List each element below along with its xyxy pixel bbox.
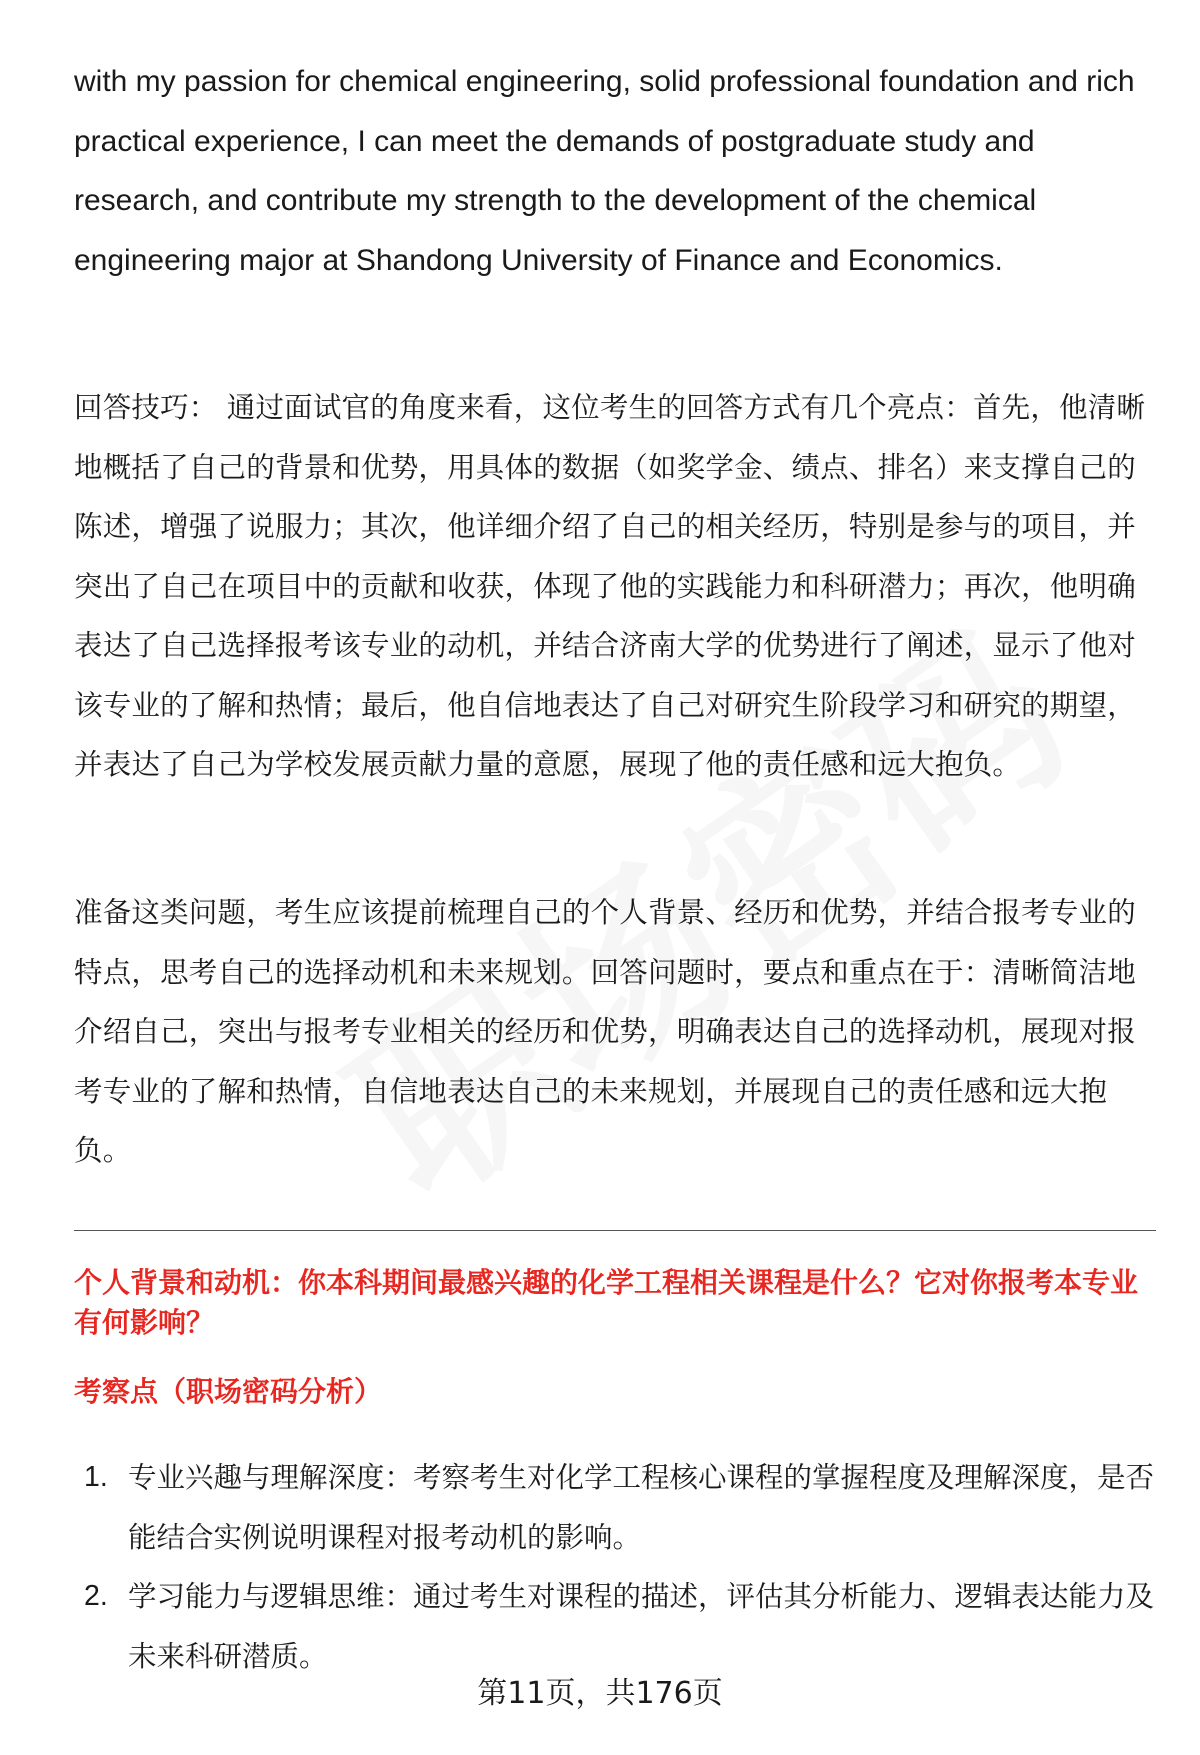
page-footer: 第11页，共176页 [477,1676,723,1711]
preparation-advice-paragraph: 准备这类问题，考生应该提前梳理自己的个人背景、经历和优势，并结合报考专业的特点，思考自己的选择动机和未来规划。回答问题时，要点和重点在于：清晰简洁地介绍自己，突出与报考专业相关的经历和优势，明确表达自己的选择动机，展现对报考专业的了解和热情，自信地表达自己的未来规划，并展现自己的责任感和远大抱负。 [74,896,1136,1167]
list-item [74,1448,1156,1567]
interview-question-heading: 个人背景和动机：你本科期间最感兴趣的化学工程相关课程是什么？它对你报考本专业有何影响？ [74,1266,1139,1339]
assessment-points-list [74,1448,1156,1686]
section-divider [74,1230,1156,1231]
list-item-number: 2. [84,1580,108,1612]
list-item-text: 学习能力与逻辑思维：通过考生对课程的描述，评估其分析能力、逻辑表达能力及未来科研潜质。 [128,1580,1155,1673]
list-item-number: 1. [84,1461,108,1493]
list-item-text: 专业兴趣与理解深度：考察考生对化学工程核心课程的掌握程度及理解深度，是否能结合实例说明课程对报考动机的影响。 [128,1461,1155,1554]
assessment-points-heading: 考察点（职场密码分析） [74,1375,383,1408]
answer-tips-paragraph: 回答技巧： 通过面试官的角度来看，这位考生的回答方式有几个亮点：首先，他清晰地概括了自己的背景和优势，用具体的数据（如奖学金、绩点、排名）来支撑自己的陈述，增强了说服力；其次，他详细介绍了自己的相关经历，特别是参与的项目，并突出了自己在项目中的贡献和收获，体现了他的实践能力和科研潜力；再次，他明确表达了自己选择报考该专业的动机，并结合济南大学的优势进行了阐述，显示了他对该专业的了解和热情；最后，他自信地表达了自己对研究生阶段学习和研究的期望，并表达了自己为学校发展贡献力量的意愿，展现了他的责任感和远大抱负。 [74,391,1146,781]
list-item [74,1567,1156,1686]
answer-continuation-paragraph: with my passion for chemical engineering, solid professional foundation and rich practical experience, I can meet the demands of postgraduate study and research, and contribute my strength to the development of the chemical engineering major at Shandong University of Finance and Economics. [74,65,1135,277]
